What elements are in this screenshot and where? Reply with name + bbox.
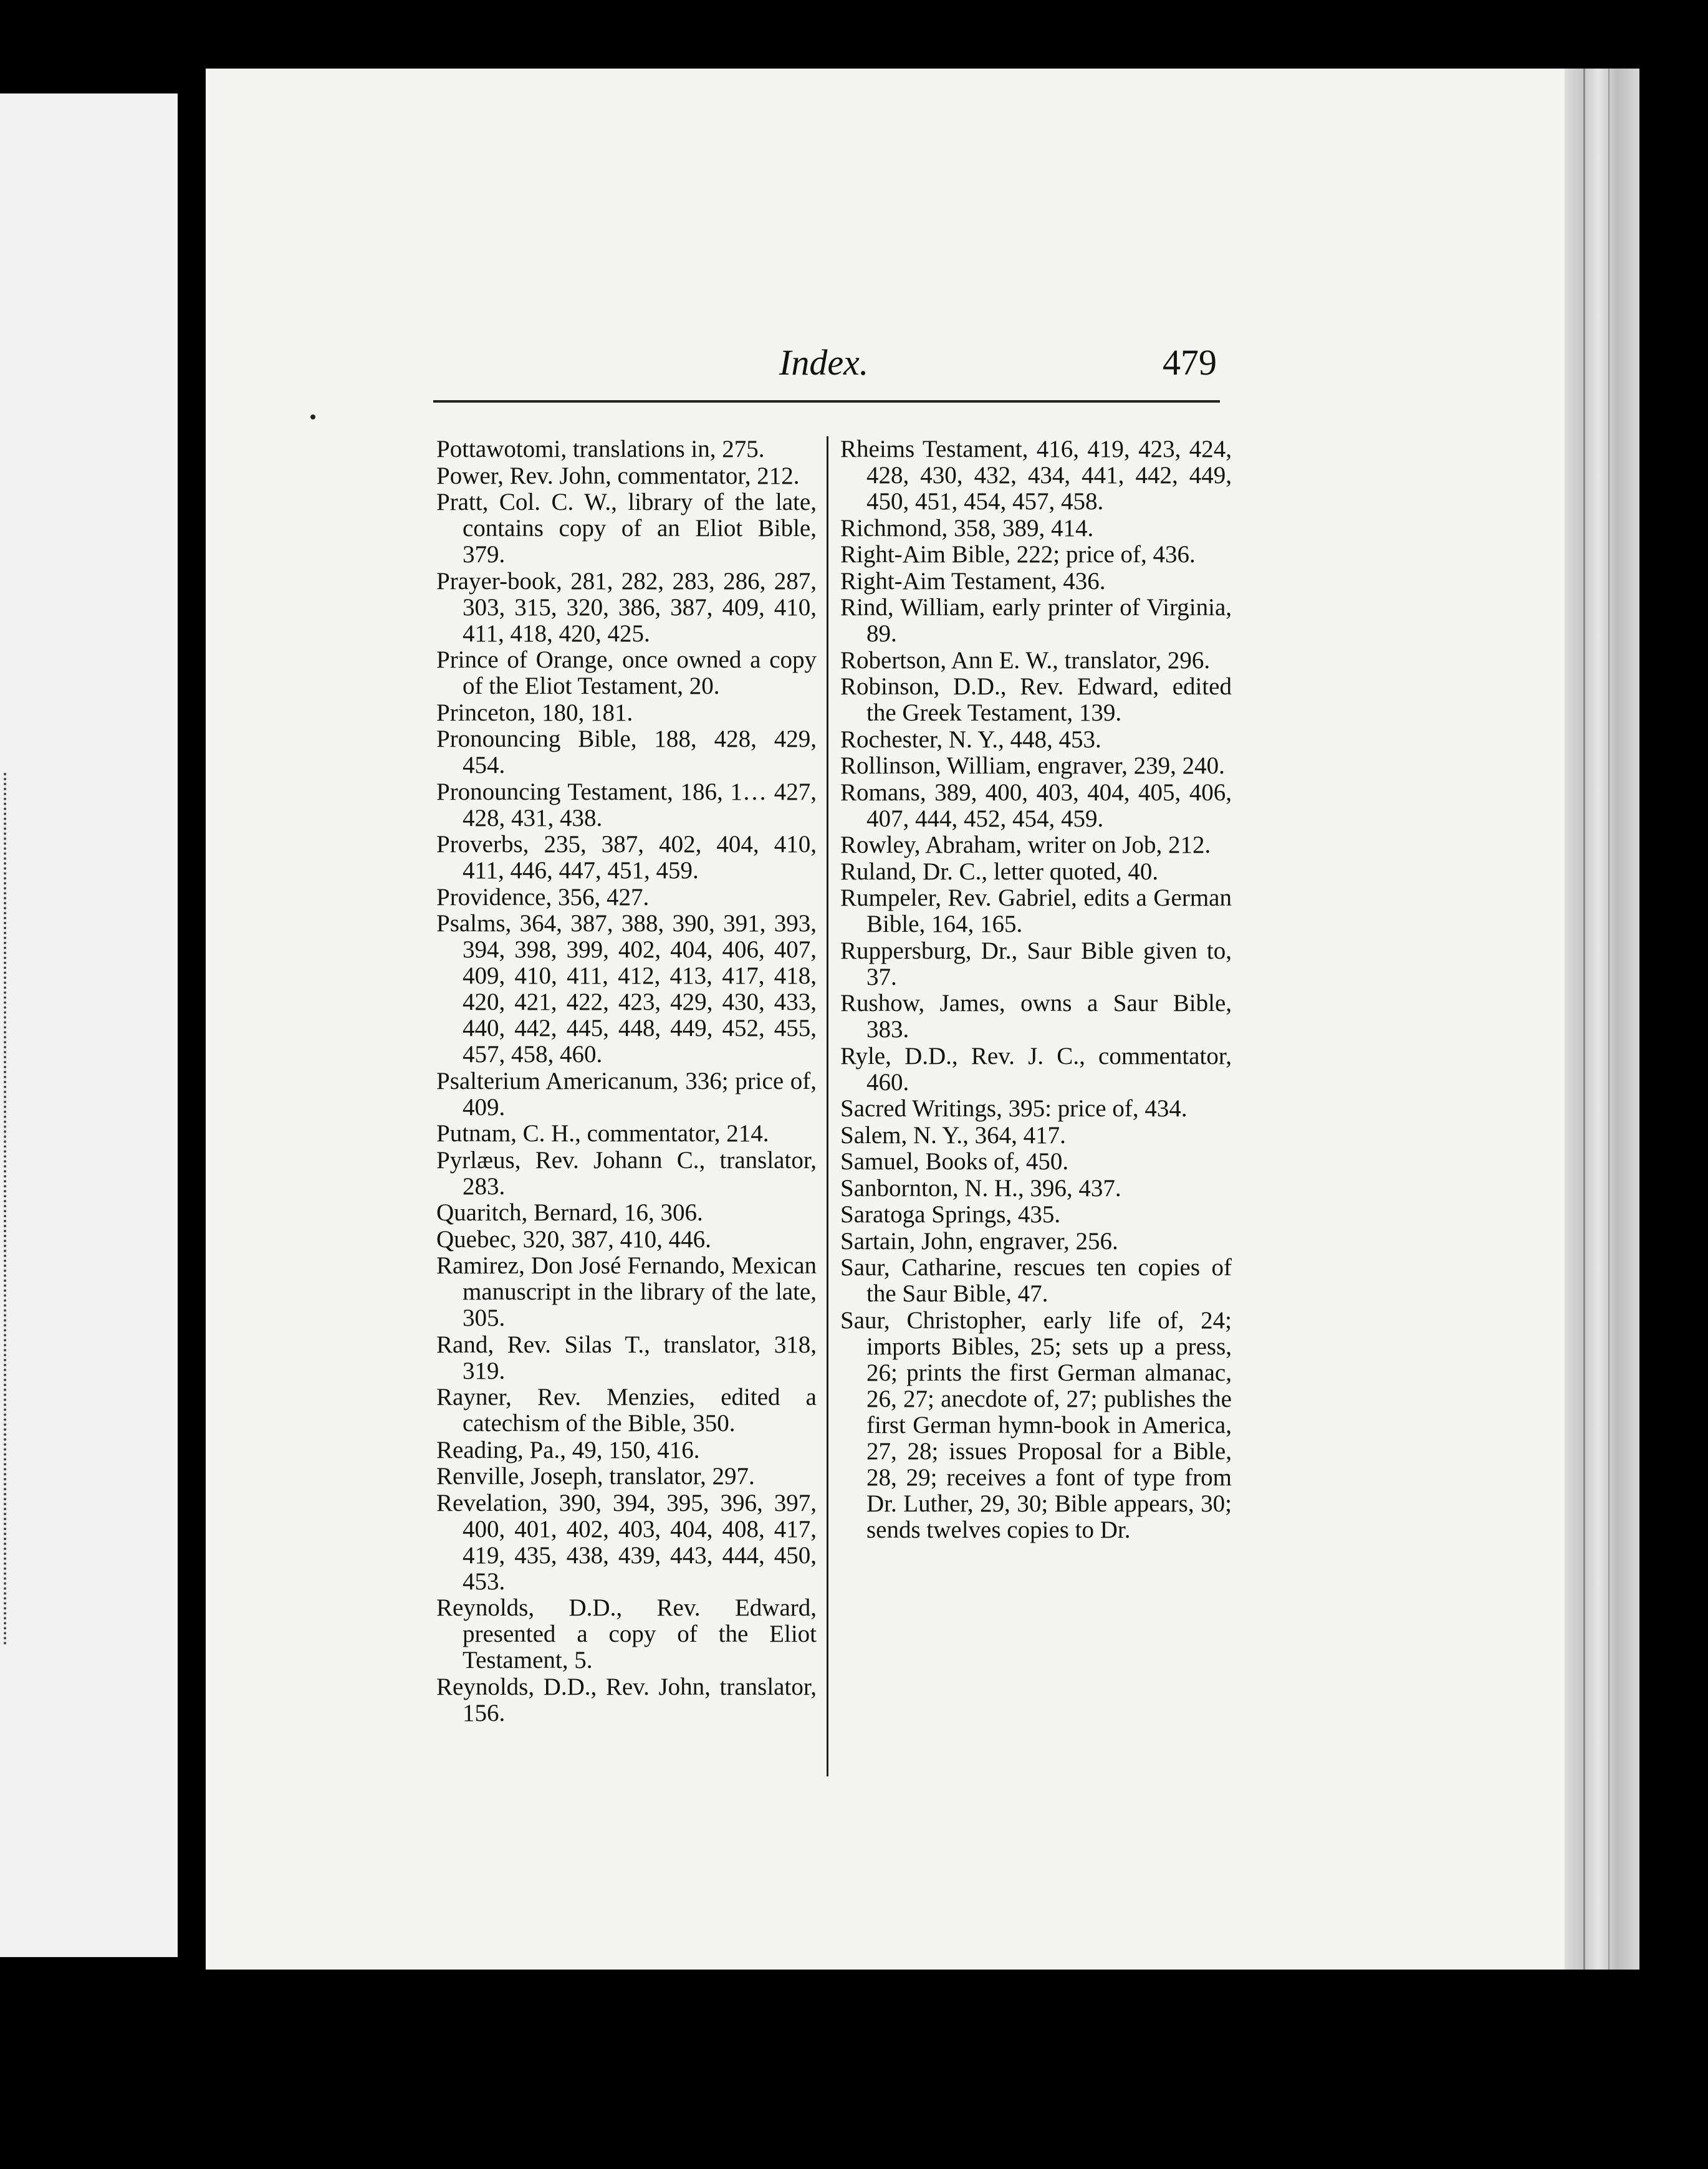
index-entry: Renville, Joseph, translator, 297. [436,1463,755,1490]
index-entry: Right-Aim Testament, 436. [840,567,1106,595]
column-divider [827,436,828,1776]
index-entry: Robinson, D.D., Rev. Edward, edited the Greek Testament, 139. [840,673,1232,726]
index-entry: Ramirez, Don José Fernando, Mexican manuscript in the library of the late, 305. [436,1252,817,1331]
facing-page [0,93,178,1957]
index-entry: Richmond, 358, 389, 414. [840,514,1094,542]
index-entry: Ruppersburg, Dr., Saur Bible given to, 37. [840,937,1232,990]
index-entry: Reynolds, D.D., Rev. Edward, presented a copy of the Eliot Testament, 5. [436,1594,817,1673]
index-entry: Rollinson, William, engraver, 239, 240. [840,752,1225,779]
index-entry: Quaritch, Bernard, 16, 306. [436,1199,703,1226]
index-entry: Romans, 389, 400, 403, 404, 405, 406, 407, 444, 452, 454, 459. [840,778,1232,832]
index-entry: Prayer-book, 281, 282, 283, 286, 287, 303, 315, 320, 386, 387, 409, 410, 411, 418, 420, 425. [436,567,817,647]
index-entry: Rushow, James, owns a Saur Bible, 383. [840,990,1232,1043]
index-entry: Pyrlæus, Rev. Johann C., translator, 283. [436,1146,817,1200]
index-entry: Rand, Rev. Silas T., translator, 318, 319. [436,1331,817,1384]
index-entry: Saratoga Springs, 435. [840,1201,1061,1228]
index-entry: Pronouncing Testament, 186, 1… 427, 428, 431, 438. [436,778,817,831]
index-entry: Rind, William, early printer of Virginia, 89. [840,594,1232,647]
index-entry: Saur, Catharine, rescues ten copies of the Saur Bible, 47. [840,1254,1232,1307]
index-entry: Prince of Orange, once owned a copy of the Eliot Testament, 20. [436,646,817,699]
index-entry: Pottawotomi, translations in, 275. [436,436,765,462]
index-entry: Reynolds, D.D., Rev. John, translator, 156. [436,1673,817,1726]
index-entry: Sartain, John, engraver, 256. [840,1227,1118,1255]
index-entry: Samuel, Books of, 450. [840,1148,1069,1175]
index-entry: Quebec, 320, 387, 410, 446. [436,1225,711,1253]
index-entry: Power, Rev. John, commentator, 212. [436,462,800,489]
index-entry: Rheims Testament, 416, 419, 423, 424, 428, 430, 432, 434, 441, 442, 449, 450, 451, 454, 457, 458. [840,436,1232,515]
index-entry: Psalterium Americanum, 336; price of, 409. [436,1067,817,1121]
index-entry: Providence, 356, 427. [436,883,650,911]
index-entry: Rowley, Abraham, writer on Job, 212. [840,831,1211,858]
index-entry: Reading, Pa., 49, 150, 416. [436,1436,700,1463]
index-entry: Sanbornton, N. H., 396, 437. [840,1174,1121,1202]
page-stack-edge [1565,69,1639,1970]
index-entry: Princeton, 180, 181. [436,699,633,726]
index-entry: Rumpeler, Rev. Gabriel, edits a German Bible, 164, 165. [840,884,1232,937]
facing-page-edge [0,773,6,1645]
index-entry: Robertson, Ann E. W., translator, 296. [840,646,1211,674]
running-header-title: Index. [779,342,869,383]
index-entry: Ryle, D.D., Rev. J. C., commentator, 460. [840,1042,1232,1096]
ink-dot [310,414,315,419]
index-entry: Proverbs, 235, 387, 402, 404, 410, 411, 446, 447, 451, 459. [436,831,817,884]
index-entry: Pronouncing Bible, 188, 428, 429, 454. [436,725,817,778]
index-entry: Rochester, N. Y., 448, 453. [840,725,1101,753]
index-entry: Putnam, C. H., commentator, 214. [436,1120,769,1147]
index-entry: Salem, N. Y., 364, 417. [840,1121,1066,1149]
index-entry: Right-Aim Bible, 222; price of, 436. [840,541,1196,568]
index-entry: Saur, Christopher, early life of, 24; imports Bibles, 25; sets up a press, 26; prints the first German almanac, 26, 27; anecdote of, 27; publishes the first German hymn-book in America, 27, 28; issues Proposal for a Bible, 28, 29; receives a font of type from Dr. Luther, 29, 30; Bible appears, 30; sends twelves copies to Dr. [840,1306,1232,1543]
index-entry: Revelation, 390, 394, 395, 396, 397, 400, 401, 402, 403, 404, 408, 417, 419, 435, 438, 439, 443, 444, 450, 453. [436,1489,817,1595]
header-rule [433,400,1220,403]
index-column-left [436,436,817,1726]
index-entry: Psalms, 364, 387, 388, 390, 391, 393, 394, 398, 399, 402, 404, 406, 407, 409, 410, 411, 412, 413, 417, 418, 420, 421, 422, 423, 429, 430, 433, 440, 442, 445, 448, 449, 452, 455, 457, 458, 460. [436,910,817,1068]
index-entry: Pratt, Col. C. W., library of the late, contains copy of an Eliot Bible, 379. [436,489,817,568]
index-entry: Rayner, Rev. Menzies, edited a catechism of the Bible, 350. [436,1384,817,1437]
index-entry: Sacred Writings, 395: price of, 434. [840,1095,1187,1122]
page-number: 479 [1163,342,1217,383]
index-entry: Ruland, Dr. C., letter quoted, 40. [840,858,1159,885]
index-column-right [840,436,1232,1543]
